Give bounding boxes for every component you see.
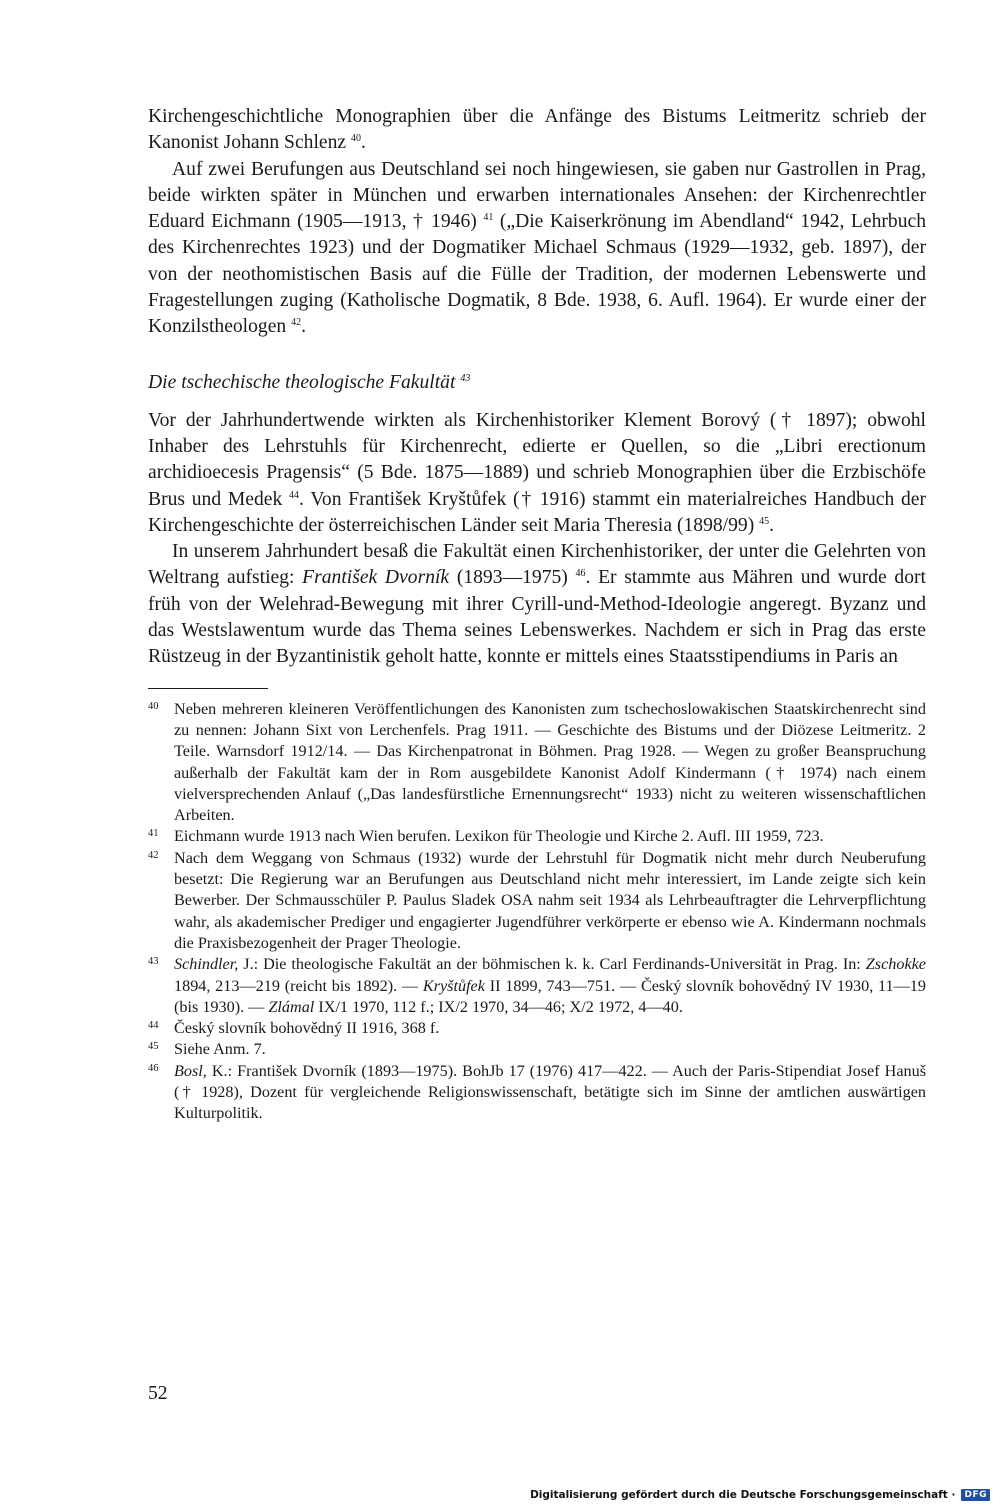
- dfg-logo-icon: DFG: [961, 1489, 990, 1501]
- footnote-number: 40: [148, 700, 159, 712]
- paragraph: [148, 157, 926, 341]
- paragraph-text: Vor der Jahrhundertwende wirkten als Kirchenhistoriker Klement Borový († 1897); obwohl Inhaber des Lehrstuhls für Kirchenrecht, edierte er Quellen, so die „Libri erectionum archidioecesis Pragensis“ (5 Bde. 1875—1889) und schrieb Monographien über die Erzbischöfe Brus und Medek: [148, 409, 926, 510]
- footnote-44: [148, 1018, 926, 1039]
- footnote-ref-46[interactable]: 46: [575, 568, 586, 580]
- section-heading: [148, 370, 926, 396]
- footnote-text: II 1899, 743—751. — Český slovník bohovědný IV 1930, 11—19 (bis 1930). —: [174, 976, 926, 1016]
- footnote-number: 43: [148, 956, 159, 968]
- page-content: [148, 104, 926, 1125]
- footnote-text: Nach dem Weggang von Schmaus (1932) wurde der Lehrstuhl für Dogmatik nicht mehr durch Neuberufung besetzt: Die Regierung war an Berufungen aus Deutschland nicht mehr interessiert, im Lande zeigte sich kein Bewerber. Der Schmausschüler P. Paulus Sladek OSA nahm seit 1934 als Lehrbeauftragter die Lehrverpflichtung wahr, als akademischer Prediger und engagierter Jugendführer verkörperte er ebenso wie A. Kindermann nochmals die Praxisbezogenheit der Prager Theologie.: [174, 848, 926, 952]
- paragraph-text: Auf zwei Berufungen aus Deutschland sei noch hingewiesen, sie gaben nur Gastrollen in Prag, beide wirkten später in München und erwarben internationales Ansehen: der Kirchenrechtler Eduard Eichmann (1905—1913, † 1946): [148, 158, 926, 233]
- footnote-41: [148, 826, 926, 847]
- funding-note-text: Digitalisierung gefördert durch die Deutsche Forschungsgemeinschaft ·: [530, 1489, 956, 1501]
- footnote-40: [148, 699, 926, 827]
- footnote-text: Siehe Anm. 7.: [174, 1040, 266, 1059]
- footnote-italic-text: Zschokke: [865, 955, 926, 974]
- footnote-text: [174, 826, 926, 847]
- footnote-number: 44: [148, 1020, 159, 1032]
- footnote-italic-text: Schindler,: [174, 955, 239, 974]
- body-text-top: [148, 104, 926, 341]
- paragraph: [148, 539, 926, 670]
- footnotes: [148, 699, 926, 1125]
- paragraph-text: .: [360, 132, 366, 154]
- footnote-text: Neben mehreren kleineren Veröffentlichungen des Kanonisten zum tschechoslowakischen Staatskirchenrecht sind zu nennen: Johann Sixt von Lerchenfels. Prag 1911. — Geschichte des Bistums und der Diözese Leitmeritz. 2 Teile. Warnsdorf 1912/14. — Das Kirchenpatronat in Böhmen. Prag 1928. — Wegen zu großer Beanspruchung außerhalb der Fakultät kam der in Rom ausgebildete Kanonist Adolf Kindermann († 1974) nach einem vielversprechenden Anlauf („Das landesfürstliche Ernennungsrecht“ 1933) nicht zu weiteren wissenschaftlichen Arbeiten.: [174, 699, 926, 825]
- footnote-ref-41[interactable]: 41: [483, 212, 494, 224]
- footnote-divider: [148, 688, 268, 689]
- paragraph: [148, 408, 926, 539]
- footnote-text: Eichmann wurde 1913 nach Wien berufen. Lexikon für Theologie und Kirche 2. Aufl. III 1959, 723.: [174, 827, 824, 846]
- footnote-42: [148, 848, 926, 954]
- footnote-text: K.: František Dvorník (1893—1975). BohJb 17 (1976) 417—422. — Auch der Paris-Stipendiat Josef Hanuš († 1928), Dozent für vergleichende Religionswissenschaft, betätigte sich im Sinne der amtlichen auswärtigen Kulturpolitik.: [174, 1061, 926, 1123]
- paragraph-text: („Die Kaiserkrönung im Abendland“ 1942, Lehrbuch des Kirchenrechtes 1923) und der Dogmatiker Michael Schmaus (1929—1932, geb. 1897), der von der neothomistischen Basis auf die Fülle der Tradition, der modernen Lebenswerte und Fragestellungen zuging (Katholische Dogmatik, 8 Bde. 1938, 6. Aufl. 1964). Er wurde einer der Konzilstheologen: [148, 211, 926, 338]
- footnote-text: IX/1 1970, 112 f.; IX/2 1970, 34—46; X/2 1972, 4—40.: [314, 997, 683, 1016]
- paragraph-text: Kirchengeschichtliche Monographien über die Anfänge des Bistums Leitmeritz schrieb der Kanonist Johann Schlenz: [148, 106, 926, 154]
- footnote-text: [174, 954, 926, 1018]
- footnote-number: 45: [148, 1041, 159, 1053]
- paragraph: [148, 104, 926, 157]
- section-heading-text: Die tschechische theologische Fakultät: [148, 371, 456, 393]
- footnote-ref-44[interactable]: 44: [289, 489, 300, 501]
- footnote-text: Český slovník bohovědný II 1916, 368 f.: [174, 1019, 440, 1038]
- footnote-italic-text: Bosl,: [174, 1061, 207, 1080]
- paragraph-italic-text: František Dvorník: [302, 567, 450, 589]
- footnote-text: [174, 1018, 926, 1039]
- footnote-number: 46: [148, 1062, 159, 1074]
- footnote-45: [148, 1039, 926, 1060]
- footnote-italic-text: Kryštůfek: [422, 976, 485, 995]
- footnote-ref-42[interactable]: 42: [291, 317, 302, 329]
- section-heading-footnote-ref[interactable]: 43: [460, 372, 471, 384]
- funding-note: [530, 1489, 990, 1501]
- footnote-italic-text: Zlámal: [268, 997, 315, 1016]
- footnote-text: [174, 1061, 926, 1125]
- footnote-46: [148, 1061, 926, 1125]
- paragraph-text: .: [769, 514, 775, 536]
- footnote-text: J.: Die theologische Fakultät an der böhmischen k. k. Carl Ferdinands-Universität in Prag. In:: [238, 955, 866, 974]
- body-text-bottom: [148, 408, 926, 671]
- footnote-text: [174, 699, 926, 827]
- page-number: 52: [148, 1383, 168, 1404]
- footnote-number: 41: [148, 828, 159, 840]
- paragraph-text: . Er stammte aus Mähren und wurde dort früh von der Welehrad-Bewegung mit ihrer Cyrill-und-Method-Ideologie angeregt. Byzanz und das Westslawentum wurde das Thema seines Lebenswerkes. Nachdem er sich in Prag das erste Rüstzeug in der Byzantinistik geholt hatte, konnte er mittels eines Staatsstipendiums in Paris an: [148, 567, 926, 668]
- paragraph-text: (1893—1975): [449, 567, 576, 589]
- footnote-43: [148, 954, 926, 1018]
- footnote-ref-45[interactable]: 45: [759, 515, 770, 527]
- paragraph-text: In unserem Jahrhundert besaß die Fakultät einen Kirchenhistoriker, der unter die Gelehrten von Weltrang aufstieg:: [148, 541, 926, 589]
- footnote-ref-40[interactable]: 40: [350, 133, 361, 145]
- footnote-number: 42: [148, 849, 159, 861]
- footnote-text: [174, 1039, 926, 1060]
- paragraph-text: .: [301, 316, 307, 338]
- footnote-text: 1894, 213—219 (reicht bis 1892). —: [174, 976, 423, 995]
- footnote-text: [174, 848, 926, 954]
- paragraph-text: . Von František Kryštůfek († 1916) stammt ein materialreiches Handbuch der Kirchengeschichte der österreichischen Länder seit Maria Theresia (1898/99): [148, 488, 926, 536]
